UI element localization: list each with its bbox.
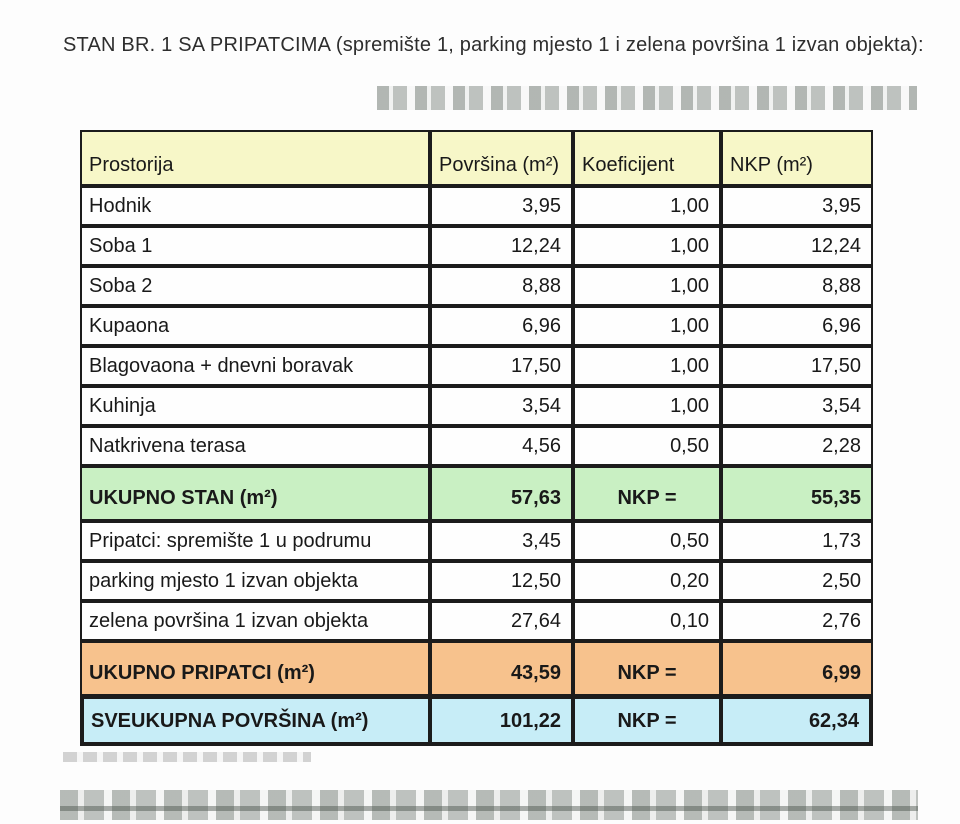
- table-row: [80, 346, 873, 386]
- cell-koef: 1,00: [573, 346, 721, 386]
- cell-povrsina: 101,22: [430, 696, 573, 746]
- table-row: [80, 561, 873, 601]
- table-row: [80, 601, 873, 641]
- cell-nkp: 2,50: [721, 561, 873, 601]
- page-title: STAN BR. 1 SA PRIPATCIMA (spremište 1, parking mjesto 1 i zelena površina 1 izvan objekta):: [63, 34, 924, 56]
- scan-artifact-top-strip: [377, 86, 917, 110]
- cell-povrsina: 6,96: [430, 306, 573, 346]
- cell-nkp: 62,34: [721, 696, 873, 746]
- cell-nkp: 8,88: [721, 266, 873, 306]
- table-body: [80, 186, 873, 746]
- cell-povrsina: 3,45: [430, 521, 573, 561]
- cell-nkp: 17,50: [721, 346, 873, 386]
- cell-koef: 1,00: [573, 306, 721, 346]
- table-row: [80, 186, 873, 226]
- cell-label: Pripatci: spremište 1 u podrumu: [80, 521, 430, 561]
- table-row: [80, 266, 873, 306]
- cell-label: Soba 1: [80, 226, 430, 266]
- cell-koef: 0,20: [573, 561, 721, 601]
- cell-nkp: 2,76: [721, 601, 873, 641]
- cell-label: Soba 2: [80, 266, 430, 306]
- column-header-povrsina: Površina (m²): [430, 130, 573, 186]
- cell-label: zelena površina 1 izvan objekta: [80, 601, 430, 641]
- cell-koef: 1,00: [573, 226, 721, 266]
- cell-povrsina: 57,63: [430, 466, 573, 521]
- cell-povrsina: 8,88: [430, 266, 573, 306]
- cell-povrsina: 43,59: [430, 641, 573, 696]
- cell-nkp: 1,73: [721, 521, 873, 561]
- cell-label: parking mjesto 1 izvan objekta: [80, 561, 430, 601]
- cell-label: SVEUKUPNA POVRŠINA (m²): [80, 696, 430, 746]
- cell-label: Natkrivena terasa: [80, 426, 430, 466]
- total-row-total-pripatci: [80, 641, 873, 696]
- table-header: [80, 130, 873, 186]
- column-header-label: Prostorija: [80, 130, 430, 186]
- scan-artifact-bottom-strip: [60, 790, 918, 820]
- cell-povrsina: 12,50: [430, 561, 573, 601]
- scan-artifact-ghost-row: [63, 752, 311, 762]
- total-row-grand-total: [80, 696, 873, 746]
- cell-label: Kupaona: [80, 306, 430, 346]
- cell-nkp: 55,35: [721, 466, 873, 521]
- cell-koef: 0,50: [573, 521, 721, 561]
- cell-povrsina: 3,54: [430, 386, 573, 426]
- cell-koef: NKP =: [573, 641, 721, 696]
- cell-nkp: 3,95: [721, 186, 873, 226]
- cell-koef: NKP =: [573, 696, 721, 746]
- cell-koef: 1,00: [573, 186, 721, 226]
- table-row: [80, 306, 873, 346]
- column-header-nkp: NKP (m²): [721, 130, 873, 186]
- cell-povrsina: 4,56: [430, 426, 573, 466]
- cell-label: Hodnik: [80, 186, 430, 226]
- cell-nkp: 6,96: [721, 306, 873, 346]
- cell-povrsina: 27,64: [430, 601, 573, 641]
- cell-label: Blagovaona + dnevni boravak: [80, 346, 430, 386]
- cell-label: UKUPNO PRIPATCI (m²): [80, 641, 430, 696]
- cell-label: UKUPNO STAN (m²): [80, 466, 430, 521]
- total-row-total-stan: [80, 466, 873, 521]
- cell-povrsina: 12,24: [430, 226, 573, 266]
- cell-koef: 0,50: [573, 426, 721, 466]
- area-breakdown-table: [80, 130, 873, 746]
- column-header-koef: Koeficijent: [573, 130, 721, 186]
- cell-koef: 0,10: [573, 601, 721, 641]
- cell-povrsina: 17,50: [430, 346, 573, 386]
- cell-koef: NKP =: [573, 466, 721, 521]
- cell-nkp: 2,28: [721, 426, 873, 466]
- table-row: [80, 426, 873, 466]
- table-row: [80, 226, 873, 266]
- cell-nkp: 6,99: [721, 641, 873, 696]
- table-row: [80, 521, 873, 561]
- table-row: [80, 386, 873, 426]
- header-row: [80, 130, 873, 186]
- cell-povrsina: 3,95: [430, 186, 573, 226]
- cell-nkp: 12,24: [721, 226, 873, 266]
- cell-koef: 1,00: [573, 266, 721, 306]
- cell-label: Kuhinja: [80, 386, 430, 426]
- cell-koef: 1,00: [573, 386, 721, 426]
- cell-nkp: 3,54: [721, 386, 873, 426]
